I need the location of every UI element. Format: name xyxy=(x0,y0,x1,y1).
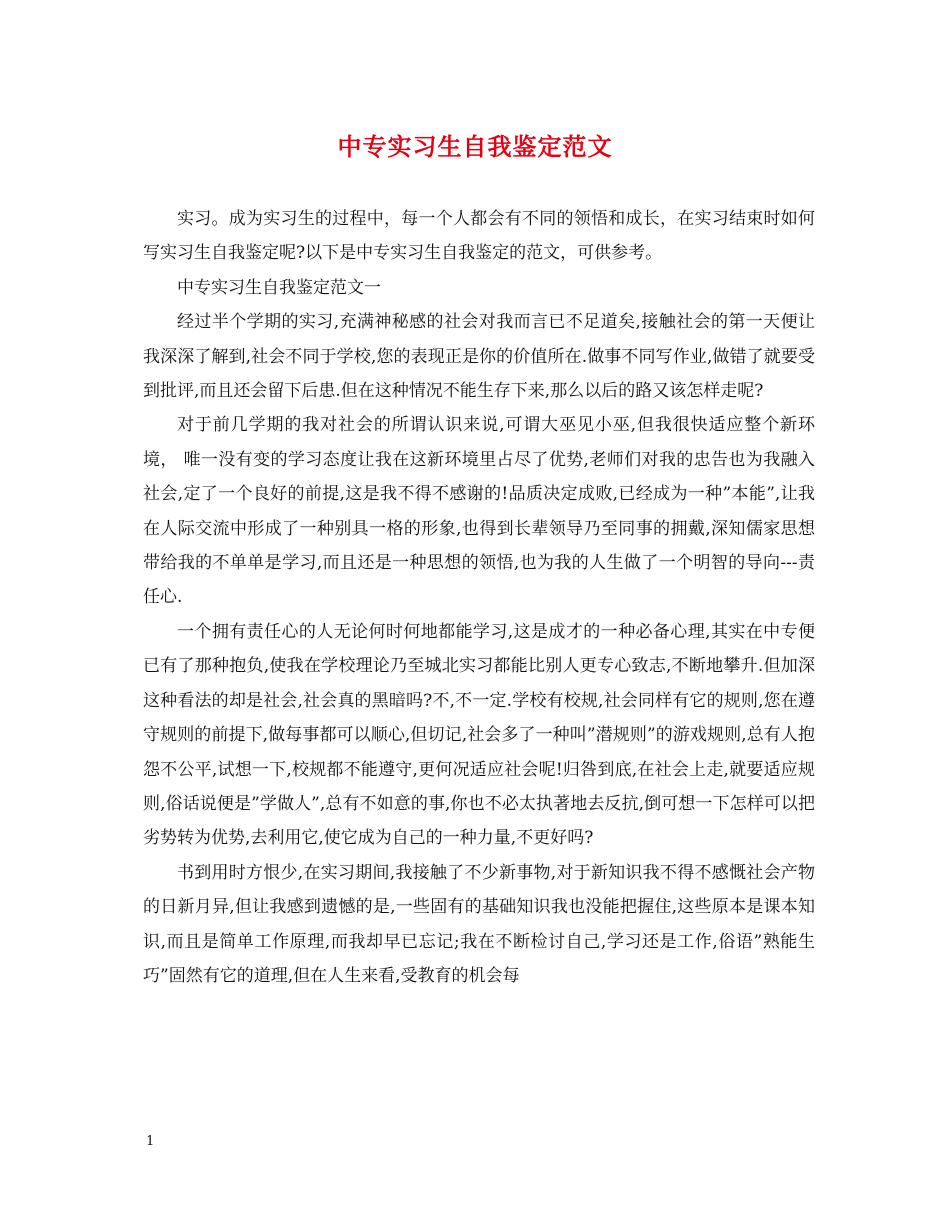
paragraph-subheading: 中专实习生自我鉴定范文一 xyxy=(177,277,381,298)
document-body xyxy=(143,202,815,993)
paragraph: 对于前几学期的我对社会的所谓认识来说,可谓大巫见小巫,但我很快适应整个新环境， 唯一没有变的学习态度让我在这新环境里占尽了优势,老师们对我的忠告也为我融入社会,定了一个良好的前提,这是我不得不感谢的!品质决定成败,已经成为一种”本能”,让我在人际交流中形成了一种别具一格的形象,也得到长辈领导乃至同事的拥戴,深知儒家思想带给我的不单单是学习,而且还是一种思想的领悟,也为我的人生做了一个明智的导向---责任心. xyxy=(143,415,815,608)
paragraph: 一个拥有责任心的人无论何时何地都能学习,这是成才的一种必备心理,其实在中专便已有了那种抱负,使我在学校理论乃至城北实习都能比别人更专心致志,不断地攀升.但加深这种看法的却是社会,社会真的黑暗吗?不,不一定.学校有校规,社会同样有它的规则,您在遵守规则的前提下,做每事都可以顺心,但切记,社会多了一种叫”潜规则”的游戏规则,总有人抱怨不公平,试想一下,校规都不能遵守,更何况适应社会呢!归咎到底,在社会上走,就要适应规则,俗话说便是”学做人”,总有不如意的事,你也不必太执著地去反抗,倒可想一下怎样可以把劣势转为优势,去利用它,使它成为自己的一种力量,不更好吗? xyxy=(143,621,815,849)
paragraph-intro: 实习。成为实习生的过程中，每一个人都会有不同的领悟和成长，在实习结束时如何写实习生自我鉴定呢?以下是中专实习生自我鉴定的范文，可供参考。 xyxy=(143,209,815,264)
document-title: 中专实习生自我鉴定范文 xyxy=(337,132,613,161)
paragraph: 书到用时方恨少,在实习期间,我接触了不少新事物,对于新知识我不得不感慨社会产物的日新月异,但让我感到遗憾的是,一些固有的基础知识我也没能把握住,这些原本是课本知识,而且是简单工作原理,而我却早已忘记;我在不断检讨自己,学习还是工作,俗语”熟能生巧”固然有它的道理,但在人生来看,受教育的机会每 xyxy=(143,862,815,986)
page-number: 1 xyxy=(146,1134,155,1149)
paragraph: 经过半个学期的实习,充满神秘感的社会对我而言已不足道矣,接触社会的第一天便让我深深了解到,社会不同于学校,您的表现正是你的价值所在.做事不同写作业,做错了就要受到批评,而且还会留下后患.但在这种情况不能生存下来,那么以后的路又该怎样走呢? xyxy=(143,312,815,402)
